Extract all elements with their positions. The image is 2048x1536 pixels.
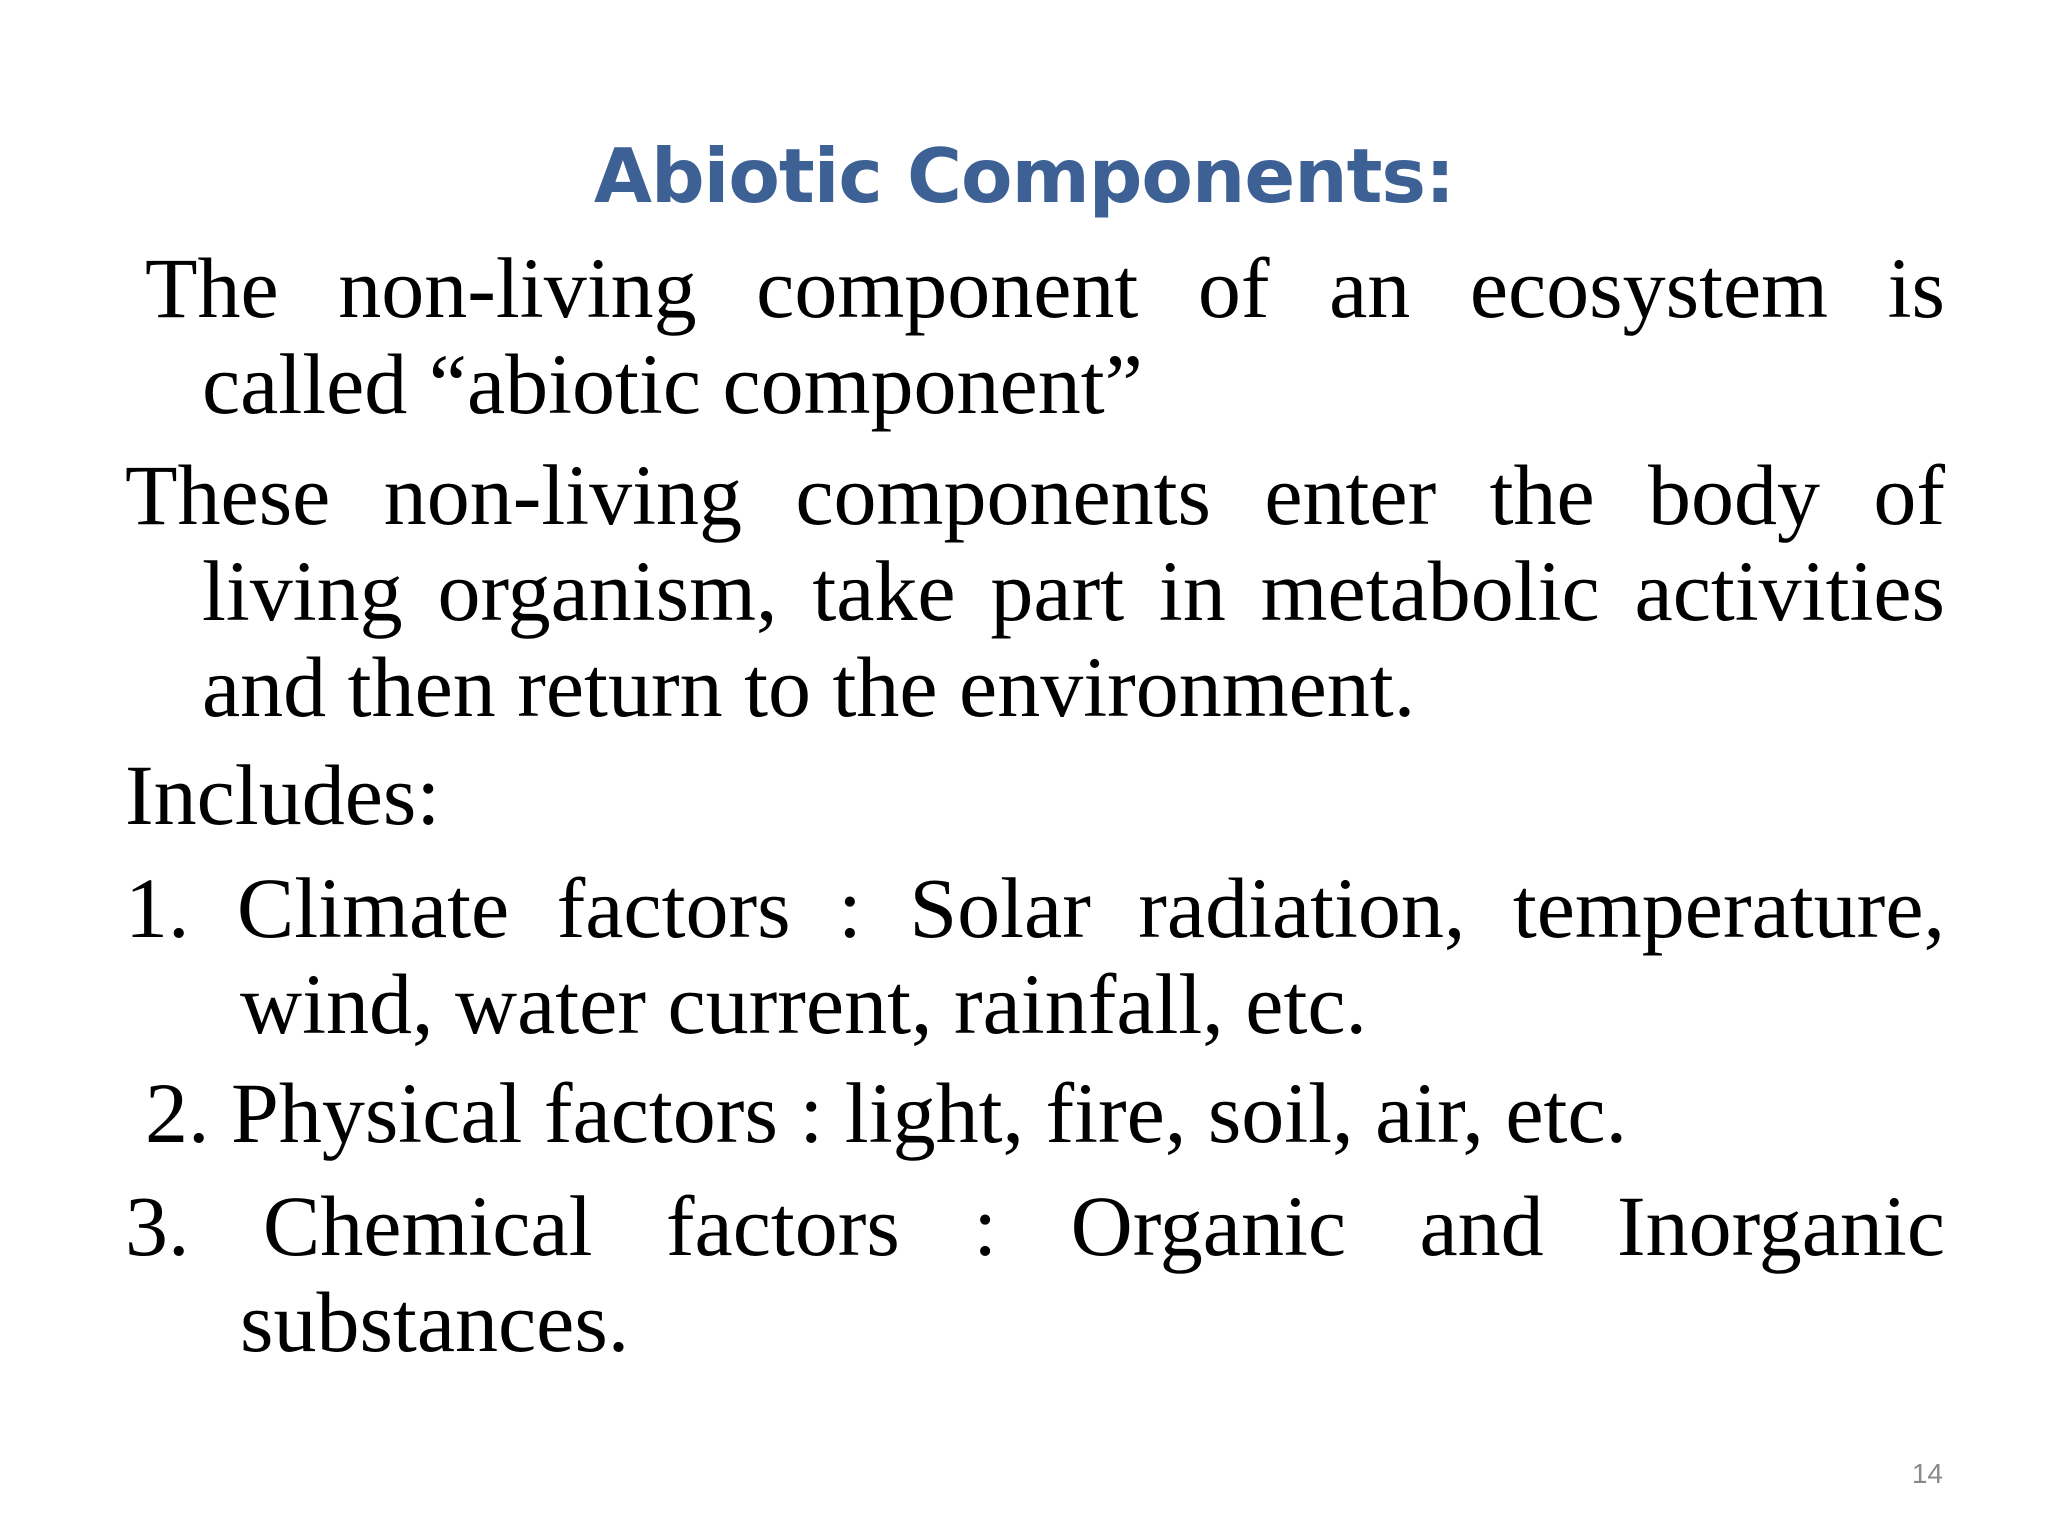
list-item-physical xyxy=(145,1065,1945,1161)
list-item-physical-line-1 xyxy=(145,1065,1945,1161)
paragraph-definition xyxy=(145,240,1945,432)
paragraph-definition-line-2: called “abiotic component” xyxy=(202,336,1143,432)
list-item-climate-line-1 xyxy=(125,860,1945,956)
paragraph-cycle-line-1: These non-living components enter the body of xyxy=(125,447,1945,543)
list-item-text: Chemical factors : Organic and Inorganic xyxy=(262,1178,1945,1274)
paragraph-cycle xyxy=(125,447,1945,735)
includes-label: Includes: xyxy=(125,747,441,843)
list-item-text: Climate factors : Solar radiation, temperature, xyxy=(236,860,1945,956)
list-item-number: 2. xyxy=(145,1065,210,1161)
slide-title: Abiotic Components: xyxy=(593,132,1455,220)
list-item-text: Physical factors : light, fire, soil, air, etc. xyxy=(231,1065,1628,1161)
list-item-number: 1. xyxy=(125,860,190,956)
paragraph-cycle-line-3: and then return to the environment. xyxy=(202,639,1416,735)
list-item-climate xyxy=(125,860,1945,1052)
list-item-chemical-line-1 xyxy=(125,1178,1945,1274)
list-item-number: 3. xyxy=(125,1178,190,1274)
page-number: 14 xyxy=(1911,1458,1943,1489)
paragraph-definition-line-1: The non-living component of an ecosystem is xyxy=(145,240,1945,336)
list-item-chemical-line-2: substances. xyxy=(240,1274,630,1370)
paragraph-cycle-line-2: living organism, take part in metabolic activities xyxy=(202,543,1945,639)
list-item-chemical xyxy=(125,1178,1945,1370)
list-item-climate-line-2: wind, water current, rainfall, etc. xyxy=(240,956,1368,1052)
